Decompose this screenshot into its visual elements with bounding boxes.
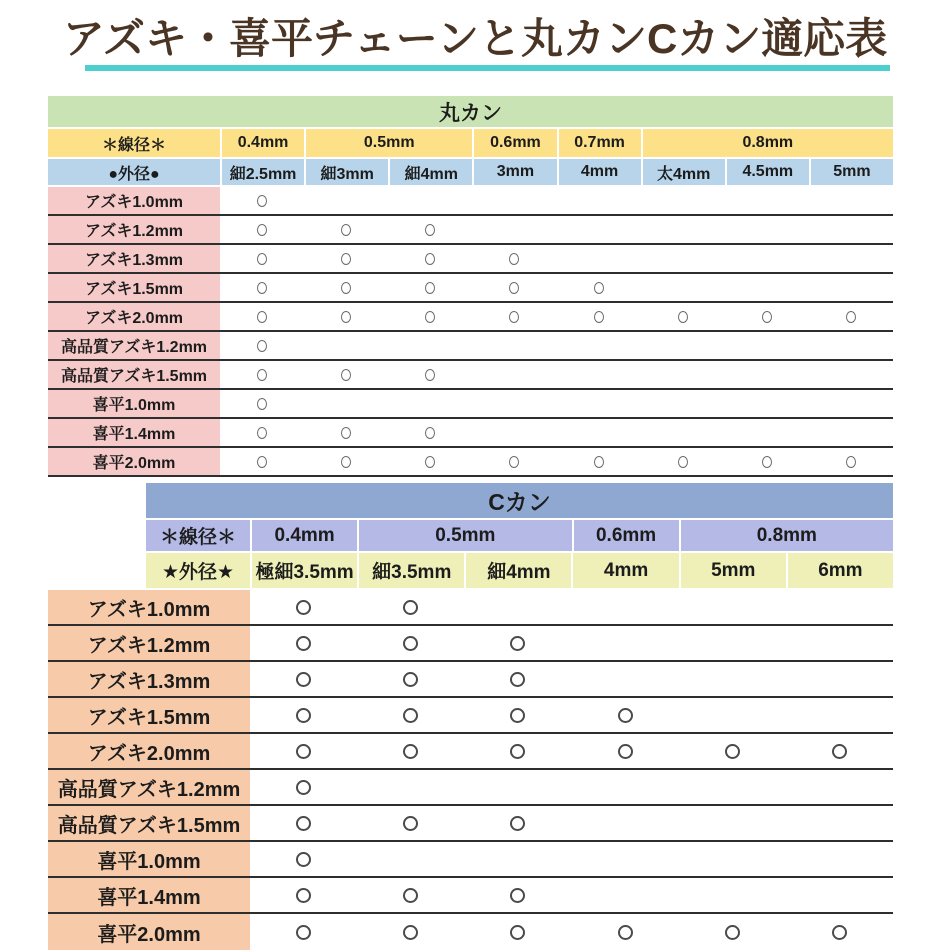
compat-cell — [357, 626, 464, 660]
chain-row-label: 喜平1.4mm — [48, 878, 250, 912]
compat-cell — [250, 662, 357, 696]
compat-cell — [571, 626, 678, 660]
compat-cell — [809, 187, 893, 214]
compat-cell — [357, 698, 464, 732]
compatible-circle-mark — [257, 311, 267, 323]
compat-cell — [472, 361, 556, 388]
compat-cell — [641, 187, 725, 214]
compatible-circle-mark — [846, 456, 856, 468]
compat-cell — [472, 448, 556, 475]
compat-cell — [304, 419, 388, 446]
compatible-circle-mark — [296, 672, 311, 687]
compatible-circle-mark — [425, 253, 435, 265]
chain-row-label: 喜平1.0mm — [48, 842, 250, 876]
compatible-circle-mark — [296, 636, 311, 651]
outer-diameter-header-label: ●外径● — [48, 159, 220, 185]
compatible-circle-mark — [510, 925, 525, 940]
compatible-circle-mark — [296, 744, 311, 759]
table-row — [48, 216, 893, 245]
compat-cell — [250, 914, 357, 950]
compat-cell — [472, 332, 556, 359]
compat-cell — [557, 419, 641, 446]
compat-cell — [220, 303, 304, 330]
page-title: アズキ・喜平チェーンと丸カンCカン適応表 — [62, 15, 888, 62]
compat-cell — [809, 274, 893, 301]
table-row — [48, 390, 893, 419]
compatible-circle-mark — [594, 311, 604, 323]
compatible-circle-mark — [832, 744, 847, 759]
compatible-circle-mark — [425, 311, 435, 323]
compat-cell — [571, 590, 678, 624]
compat-cell — [388, 187, 472, 214]
compatible-circle-mark — [296, 816, 311, 831]
compat-cell — [357, 662, 464, 696]
compat-cell — [571, 914, 678, 950]
compatible-circle-mark — [296, 780, 311, 795]
compatible-circle-mark — [832, 925, 847, 940]
table-row — [48, 878, 893, 914]
compat-cell — [388, 245, 472, 272]
compat-cell — [557, 216, 641, 243]
compat-cell — [304, 274, 388, 301]
compat-cell — [388, 303, 472, 330]
compatible-circle-mark — [403, 708, 418, 723]
compatible-circle-mark — [257, 340, 267, 352]
compat-cell — [250, 734, 357, 768]
compat-cell — [725, 274, 809, 301]
compat-cell — [304, 303, 388, 330]
compat-cell — [571, 662, 678, 696]
compat-cell — [786, 698, 893, 732]
wire-size-cell: 0.6mm — [472, 129, 556, 157]
compat-cell — [571, 806, 678, 840]
compat-cell — [809, 361, 893, 388]
compat-cell — [641, 216, 725, 243]
compatible-circle-mark — [425, 427, 435, 439]
chain-row-label: アズキ1.5mm — [48, 274, 220, 301]
outer-diameter-header-label: ★外径★ — [146, 553, 250, 588]
compatible-circle-mark — [510, 636, 525, 651]
table-row — [48, 590, 893, 626]
compatible-circle-mark — [257, 282, 267, 294]
compatible-circle-mark — [594, 456, 604, 468]
wire-diameter-header-label: ＊線径＊ — [146, 520, 250, 551]
compat-cell — [786, 626, 893, 660]
compat-cell — [725, 216, 809, 243]
compat-cell — [357, 842, 464, 876]
compat-cell — [220, 390, 304, 417]
wire-size-cell: 0.4mm — [220, 129, 304, 157]
compatible-circle-mark — [510, 672, 525, 687]
compatible-circle-mark — [257, 398, 267, 410]
compat-cell — [220, 419, 304, 446]
table-row — [48, 842, 893, 878]
compatible-circle-mark — [341, 311, 351, 323]
chain-row-label: 高品質アズキ1.5mm — [48, 806, 250, 840]
compat-cell — [641, 390, 725, 417]
maru-kan-table — [48, 96, 893, 477]
compat-cell — [809, 448, 893, 475]
compat-cell — [388, 361, 472, 388]
compatible-circle-mark — [403, 672, 418, 687]
compatible-circle-mark — [425, 224, 435, 236]
compat-cell — [250, 806, 357, 840]
compat-cell — [786, 770, 893, 804]
compat-cell — [357, 770, 464, 804]
compatible-circle-mark — [403, 925, 418, 940]
chain-row-label: 高品質アズキ1.5mm — [48, 361, 220, 388]
compat-cell — [557, 361, 641, 388]
compat-cell — [464, 662, 571, 696]
compat-cell — [388, 390, 472, 417]
compat-cell — [786, 914, 893, 950]
compatible-circle-mark — [510, 888, 525, 903]
compatible-circle-mark — [296, 925, 311, 940]
compat-cell — [220, 332, 304, 359]
compat-cell — [571, 770, 678, 804]
wire-size-cell: 0.8mm — [641, 129, 893, 157]
c-kan-wire-diameter-row — [146, 520, 893, 551]
compat-cell — [464, 806, 571, 840]
chain-row-label: アズキ2.0mm — [48, 734, 250, 768]
table-row — [48, 626, 893, 662]
compat-cell — [357, 914, 464, 950]
chain-row-label: 高品質アズキ1.2mm — [48, 770, 250, 804]
table-row — [48, 187, 893, 216]
compatible-circle-mark — [510, 708, 525, 723]
compat-cell — [388, 419, 472, 446]
compat-cell — [250, 878, 357, 912]
compat-cell — [357, 806, 464, 840]
compat-cell — [464, 734, 571, 768]
compat-cell — [250, 770, 357, 804]
compat-cell — [472, 216, 556, 243]
outer-size-cell: 細4mm — [464, 553, 571, 588]
compat-cell — [809, 216, 893, 243]
outer-size-cell: 3mm — [472, 159, 556, 185]
compatible-circle-mark — [510, 816, 525, 831]
maru-kan-wire-diameter-row — [48, 129, 893, 157]
compat-cell — [220, 448, 304, 475]
chain-row-label: アズキ1.3mm — [48, 245, 220, 272]
compatible-circle-mark — [509, 456, 519, 468]
compat-cell — [725, 187, 809, 214]
table-row — [48, 698, 893, 734]
compat-cell — [220, 187, 304, 214]
chain-row-label: アズキ1.3mm — [48, 662, 250, 696]
compat-cell — [786, 806, 893, 840]
wire-size-cell: 0.4mm — [250, 520, 357, 551]
compat-cell — [304, 245, 388, 272]
compatible-circle-mark — [618, 708, 633, 723]
compat-cell — [472, 390, 556, 417]
compat-cell — [304, 361, 388, 388]
compatible-circle-mark — [510, 744, 525, 759]
compat-cell — [464, 914, 571, 950]
compatible-circle-mark — [509, 282, 519, 294]
compat-cell — [250, 698, 357, 732]
table-row — [48, 361, 893, 390]
compat-cell — [725, 361, 809, 388]
table-row — [48, 245, 893, 274]
compat-cell — [571, 842, 678, 876]
compatible-circle-mark — [594, 282, 604, 294]
compatible-circle-mark — [257, 195, 267, 207]
compat-cell — [472, 274, 556, 301]
compat-cell — [357, 734, 464, 768]
compat-cell — [679, 806, 786, 840]
wire-size-cell: 0.5mm — [357, 520, 571, 551]
compat-cell — [641, 332, 725, 359]
compat-cell — [809, 332, 893, 359]
chain-row-label: 喜平1.4mm — [48, 419, 220, 446]
compat-cell — [571, 698, 678, 732]
compat-cell — [809, 419, 893, 446]
compat-cell — [464, 770, 571, 804]
compatible-circle-mark — [425, 369, 435, 381]
table-row — [48, 448, 893, 477]
table-row — [48, 734, 893, 770]
compatible-circle-mark — [509, 253, 519, 265]
outer-size-cell: 細2.5mm — [220, 159, 304, 185]
compatible-circle-mark — [725, 925, 740, 940]
compat-cell — [786, 590, 893, 624]
compat-cell — [357, 590, 464, 624]
compat-cell — [250, 842, 357, 876]
compat-cell — [679, 626, 786, 660]
outer-size-cell: 太4mm — [641, 159, 725, 185]
compat-cell — [786, 878, 893, 912]
compatible-circle-mark — [257, 253, 267, 265]
table-row — [48, 914, 893, 950]
compat-cell — [809, 245, 893, 272]
compatible-circle-mark — [296, 852, 311, 867]
compat-cell — [679, 662, 786, 696]
compat-cell — [679, 590, 786, 624]
compatible-circle-mark — [403, 816, 418, 831]
compat-cell — [557, 274, 641, 301]
chain-row-label: 高品質アズキ1.2mm — [48, 332, 220, 359]
compat-cell — [679, 878, 786, 912]
compatible-circle-mark — [403, 744, 418, 759]
compatible-circle-mark — [425, 282, 435, 294]
c-kan-table-body — [48, 590, 893, 950]
outer-size-cell: 細4mm — [388, 159, 472, 185]
outer-size-cell: 細3mm — [304, 159, 388, 185]
compatible-circle-mark — [725, 744, 740, 759]
compat-cell — [220, 274, 304, 301]
compatible-circle-mark — [846, 311, 856, 323]
c-kan-table-title: Cカン — [146, 483, 893, 518]
compat-cell — [809, 390, 893, 417]
compatible-circle-mark — [341, 456, 351, 468]
compatible-circle-mark — [341, 369, 351, 381]
outer-size-cell: 細3.5mm — [357, 553, 464, 588]
compatible-circle-mark — [257, 427, 267, 439]
compat-cell — [725, 419, 809, 446]
compat-cell — [641, 303, 725, 330]
chain-row-label: アズキ1.0mm — [48, 187, 220, 214]
table-row — [48, 332, 893, 361]
compat-cell — [786, 734, 893, 768]
compat-cell — [464, 590, 571, 624]
c-kan-outer-diameter-row — [146, 553, 893, 588]
compat-cell — [557, 390, 641, 417]
wire-size-cell: 0.8mm — [679, 520, 893, 551]
chain-row-label: アズキ2.0mm — [48, 303, 220, 330]
table-row — [48, 806, 893, 842]
compatible-circle-mark — [296, 600, 311, 615]
compat-cell — [472, 419, 556, 446]
compat-cell — [725, 332, 809, 359]
compat-cell — [679, 842, 786, 876]
compat-cell — [571, 734, 678, 768]
outer-size-cell: 6mm — [786, 553, 893, 588]
chain-row-label: 喜平2.0mm — [48, 448, 220, 475]
compatible-circle-mark — [762, 311, 772, 323]
chain-row-label: アズキ1.5mm — [48, 698, 250, 732]
compat-cell — [679, 698, 786, 732]
table-row — [48, 662, 893, 698]
compat-cell — [679, 770, 786, 804]
wire-size-cell: 0.6mm — [572, 520, 679, 551]
chain-row-label: アズキ1.2mm — [48, 216, 220, 243]
compatible-circle-mark — [341, 224, 351, 236]
compat-cell — [304, 448, 388, 475]
compat-cell — [472, 303, 556, 330]
compat-cell — [641, 361, 725, 388]
outer-size-cell: 4mm — [557, 159, 641, 185]
compat-cell — [388, 332, 472, 359]
compat-cell — [388, 274, 472, 301]
compat-cell — [557, 187, 641, 214]
compat-cell — [472, 245, 556, 272]
compat-cell — [557, 332, 641, 359]
c-kan-table-header — [146, 483, 893, 588]
compatible-circle-mark — [341, 427, 351, 439]
compat-cell — [786, 662, 893, 696]
compat-cell — [641, 274, 725, 301]
maru-kan-table-title: 丸カン — [48, 96, 893, 127]
compat-cell — [388, 216, 472, 243]
outer-size-cell: 極細3.5mm — [250, 553, 357, 588]
compat-cell — [679, 914, 786, 950]
compat-cell — [304, 332, 388, 359]
compatible-circle-mark — [762, 456, 772, 468]
compat-cell — [357, 878, 464, 912]
compat-cell — [304, 216, 388, 243]
compat-cell — [472, 187, 556, 214]
compat-cell — [557, 448, 641, 475]
compat-cell — [557, 303, 641, 330]
outer-size-cell: 5mm — [809, 159, 893, 185]
compat-cell — [725, 390, 809, 417]
compat-cell — [679, 734, 786, 768]
compat-cell — [725, 303, 809, 330]
compat-cell — [786, 842, 893, 876]
compatible-circle-mark — [296, 888, 311, 903]
compat-cell — [464, 842, 571, 876]
wire-size-cell: 0.7mm — [557, 129, 641, 157]
compat-cell — [250, 590, 357, 624]
maru-kan-table-body — [48, 187, 893, 477]
compatible-circle-mark — [341, 282, 351, 294]
compat-cell — [304, 390, 388, 417]
compat-cell — [220, 245, 304, 272]
outer-size-cell: 5mm — [679, 553, 786, 588]
wire-diameter-header-label: ＊線径＊ — [48, 129, 220, 157]
compat-cell — [641, 419, 725, 446]
chain-row-label: アズキ1.2mm — [48, 626, 250, 660]
table-row — [48, 303, 893, 332]
compat-cell — [725, 448, 809, 475]
maru-kan-outer-diameter-row — [48, 159, 893, 185]
compatible-circle-mark — [678, 311, 688, 323]
title-underline — [85, 65, 890, 71]
compatible-circle-mark — [403, 888, 418, 903]
compatible-circle-mark — [296, 708, 311, 723]
compat-cell — [250, 626, 357, 660]
wire-size-cell: 0.5mm — [304, 129, 472, 157]
compatible-circle-mark — [403, 600, 418, 615]
table-row — [48, 419, 893, 448]
compat-cell — [464, 698, 571, 732]
compatible-circle-mark — [618, 925, 633, 940]
compat-cell — [220, 361, 304, 388]
compatible-circle-mark — [618, 744, 633, 759]
outer-size-cell: 4.5mm — [725, 159, 809, 185]
outer-size-cell: 4mm — [571, 553, 678, 588]
compat-cell — [464, 878, 571, 912]
compat-cell — [388, 448, 472, 475]
compat-cell — [464, 626, 571, 660]
compat-cell — [641, 245, 725, 272]
chain-row-label: 喜平1.0mm — [48, 390, 220, 417]
table-row — [48, 274, 893, 303]
chain-row-label: アズキ1.0mm — [48, 590, 250, 624]
compat-cell — [557, 245, 641, 272]
compatible-circle-mark — [678, 456, 688, 468]
compat-cell — [809, 303, 893, 330]
compatible-circle-mark — [425, 456, 435, 468]
chain-row-label: 喜平2.0mm — [48, 914, 250, 950]
compat-cell — [725, 245, 809, 272]
compat-cell — [641, 448, 725, 475]
compat-cell — [220, 216, 304, 243]
compatible-circle-mark — [509, 311, 519, 323]
compatible-circle-mark — [257, 456, 267, 468]
compatible-circle-mark — [403, 636, 418, 651]
compatible-circle-mark — [257, 369, 267, 381]
compat-cell — [571, 878, 678, 912]
compatible-circle-mark — [257, 224, 267, 236]
compatible-circle-mark — [341, 253, 351, 265]
table-row — [48, 770, 893, 806]
compat-cell — [304, 187, 388, 214]
